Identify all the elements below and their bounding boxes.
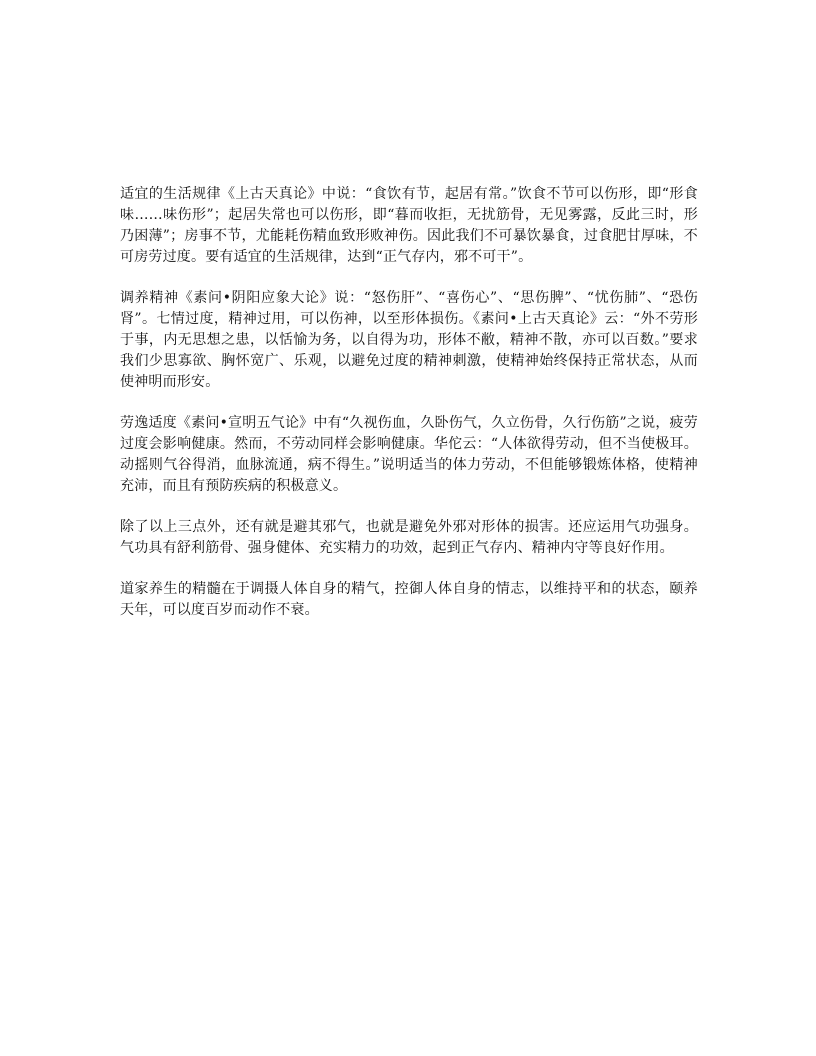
document-page (120, 184, 698, 641)
paragraph-work-rest-balance: 劳逸适度《素问•宣明五气论》中有“久视伤血，久卧伤气，久立伤骨，久行伤筋”之说，疲劳过度会影响健康。然而，不劳动同样会影响健康。华佗云：“人体欲得劳动，但不当使极耳。动摇则气谷得消，血脉流通，病不得生。”说明适当的体力劳动，不但能够锻炼体格，使精神充沛，而且有预防疾病的积极意义。 (120, 415, 698, 494)
paragraph-living-habits: 适宜的生活规律《上古天真论》中说：“食饮有节，起居有常。”饮食不节可以伤形，即“形食味……味伤形”；起居失常也可以伤形，即“暮而收拒，无扰筋骨，无见雾露，反此三时，形乃困薄”；房事不节，尤能耗伤精血致形败神伤。因此我们不可暴饮暴食，过食肥甘厚味，不可房劳过度。要有适宜的生活规律，达到“正气存内，邪不可干”。 (120, 186, 698, 265)
paragraph-avoid-evil-qi: 除了以上三点外，还有就是避其邪气，也就是避免外邪对形体的损害。还应运用气功强身。气功具有舒利筋骨、强身健体、充实精力的功效，起到正气存内、精神内守等良好作用。 (120, 519, 698, 556)
paragraph-taoist-essence: 道家养生的精髓在于调摄人体自身的精气，控御人体自身的情志，以维持平和的状态，颐养天年，可以度百岁而动作不衰。 (120, 581, 698, 618)
paragraph-spirit-cultivation: 调养精神《素问•阴阳应象大论》说：“怒伤肝”、“喜伤心”、“思伤脾”、“忧伤肺”、“恐伤肾”。七情过度，精神过用，可以伤神，以至形体损伤。《素问•上古天真论》云：“外不劳形于事，内无思想之患，以恬愉为务，以自得为功，形体不敝，精神不散，亦可以百数。”要求我们少思寡欲、胸怀宽广、乐观，以避免过度的精神刺激，使精神始终保持正常状态，从而使神明而形安。 (120, 290, 698, 390)
